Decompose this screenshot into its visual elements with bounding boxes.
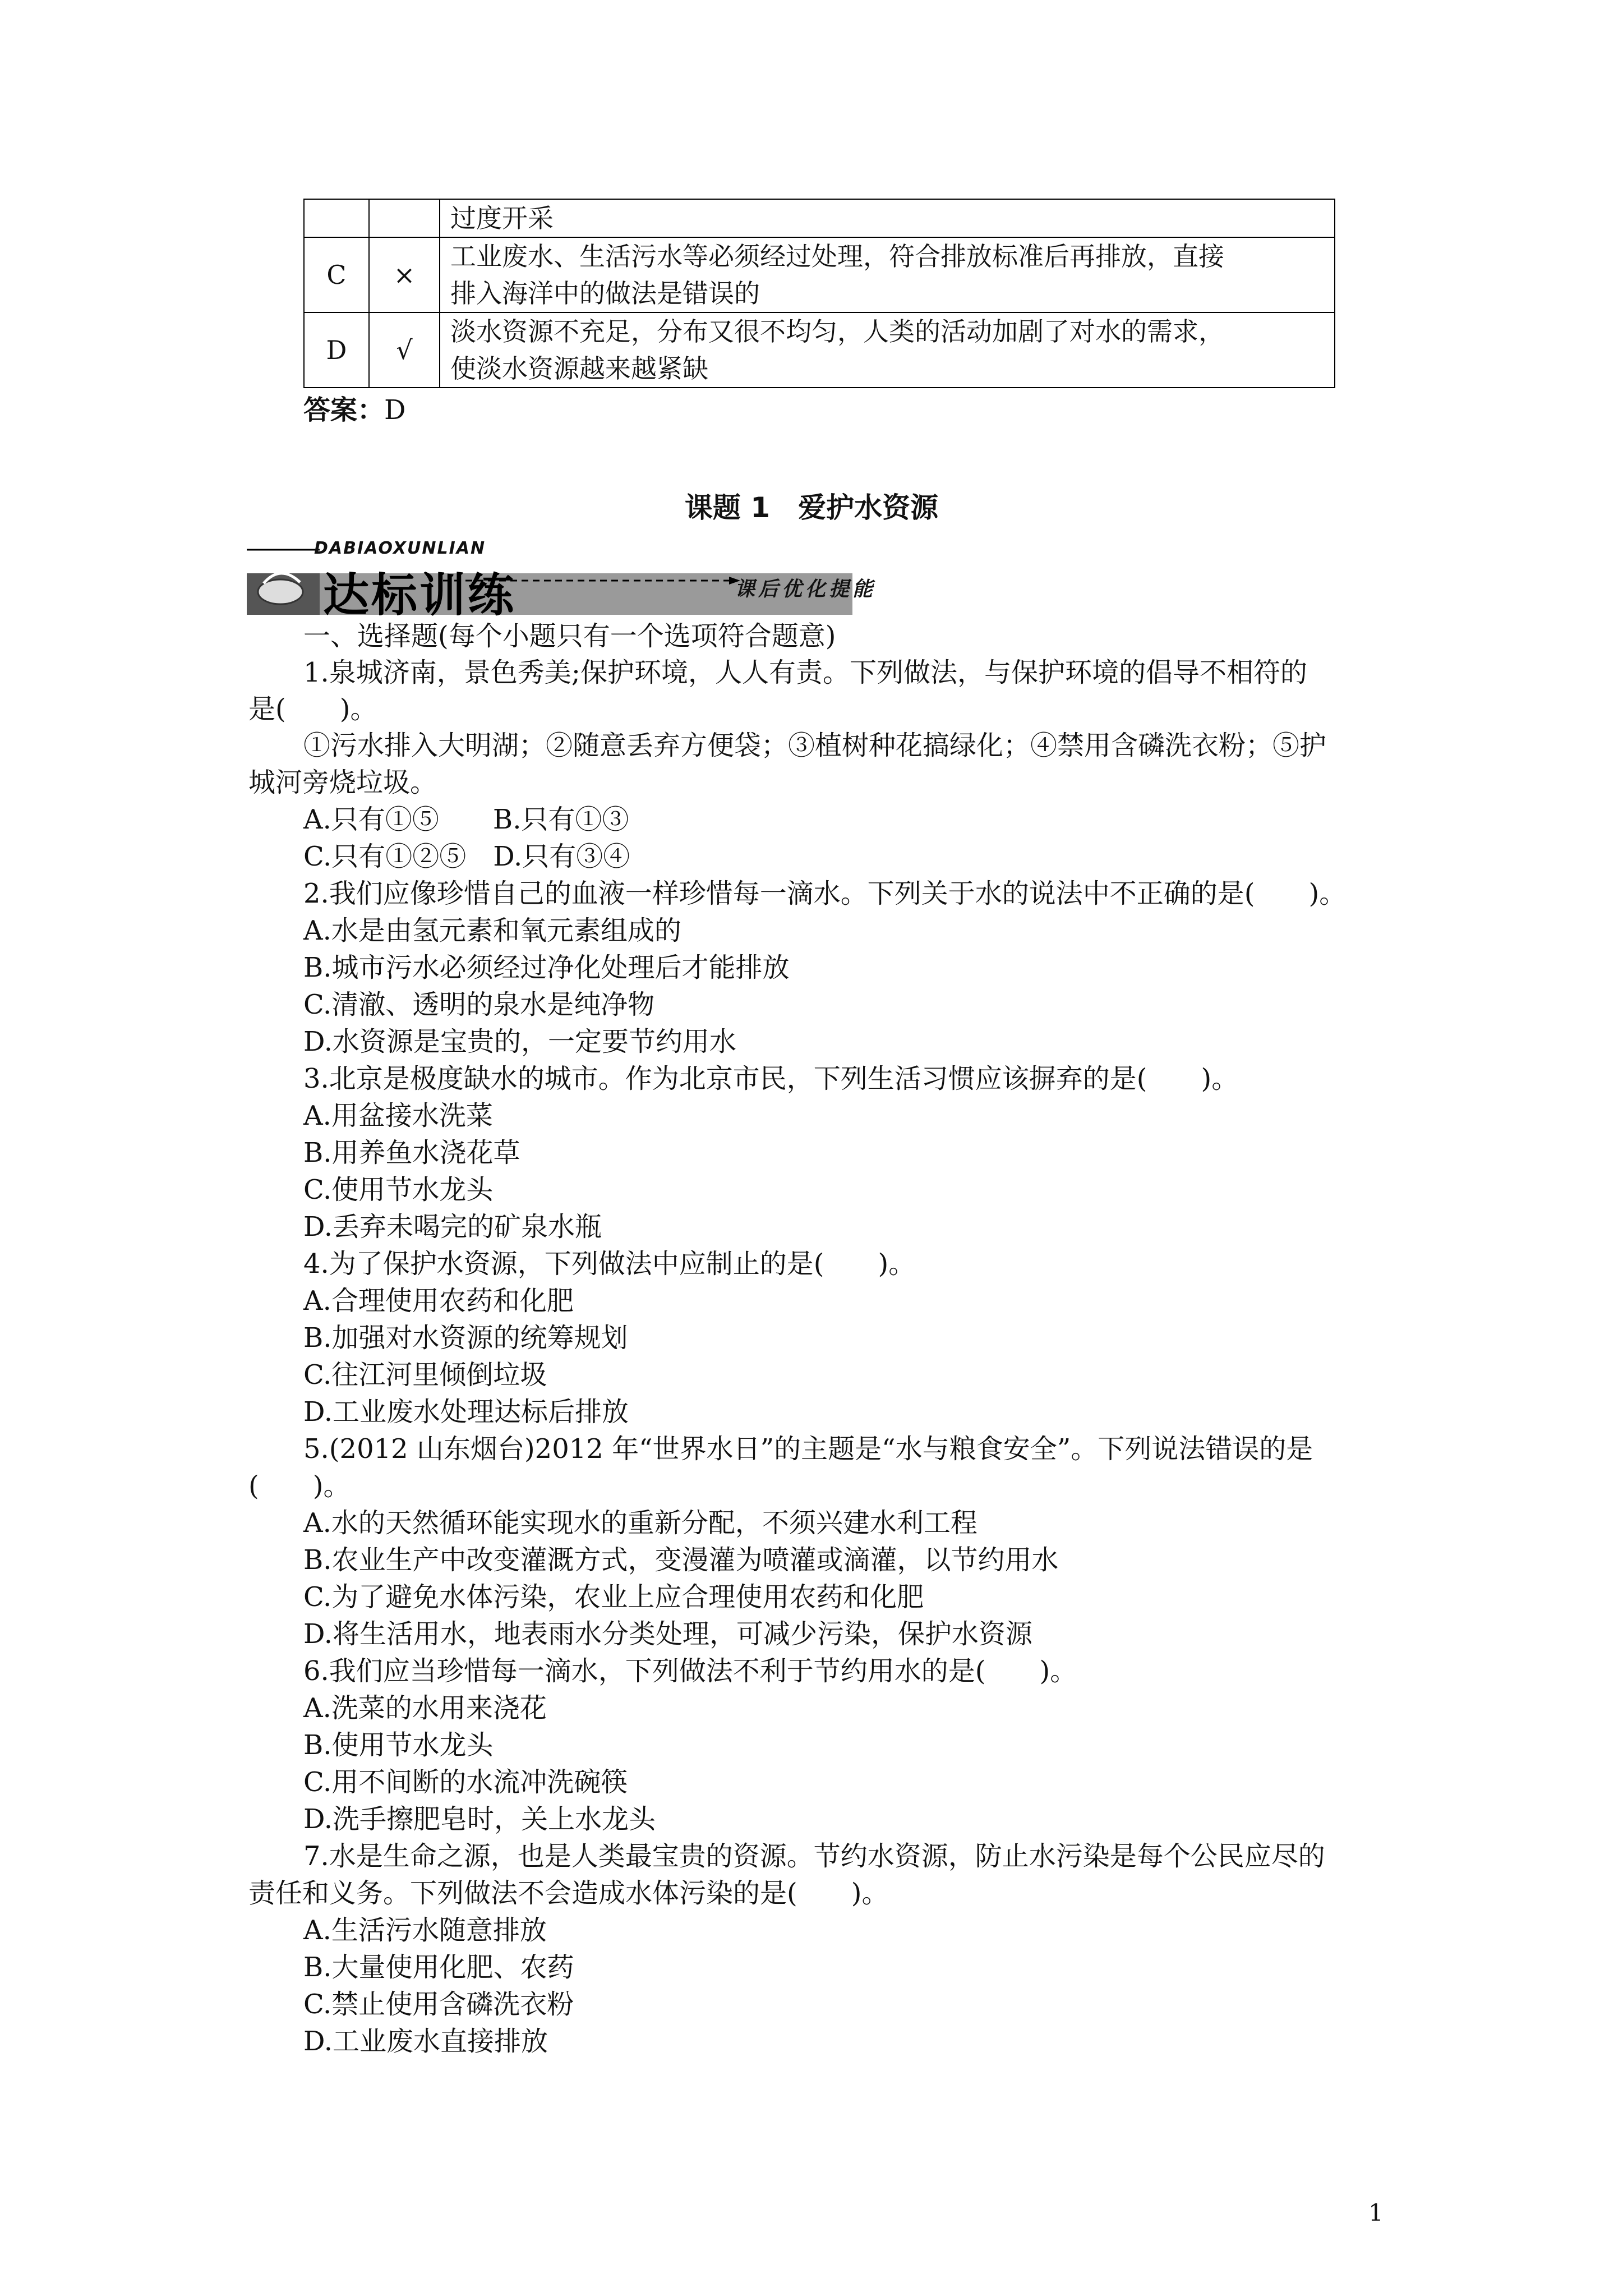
question-line: 5.(2012 山东烟台)2012 年“世界水日”的主题是“水与粮食安全”。下列说法错误的是	[303, 1433, 1313, 1465]
mark-cell	[369, 199, 440, 237]
question-line: C.使用节水龙头	[303, 1174, 494, 1205]
question-line: 2.我们应像珍惜自己的血液一样珍惜每一滴水。下列关于水的说法中不正确的是( )。	[303, 878, 1347, 909]
banner-title: 达标训练	[323, 569, 517, 622]
explanation-cell	[440, 199, 1335, 237]
previous-answer-table	[303, 199, 1335, 388]
question-line: 7.水是生命之源，也是人类最宝贵的资源。节约水资源，防止水污染是每个公民应尽的	[303, 1841, 1325, 1872]
question-line: C.为了避免水体污染，农业上应合理使用农药和化肥	[303, 1581, 924, 1613]
question-line: A.水的天然循环能实现水的重新分配，不须兴建水利工程	[303, 1507, 978, 1539]
question-line: A.合理使用农药和化肥	[303, 1285, 574, 1317]
table-row	[304, 199, 1335, 237]
explanation-line: 使淡水资源越来越紧缺	[450, 353, 708, 384]
question-line: A.洗菜的水用来浇花	[303, 1692, 547, 1724]
question-line: 城河旁烧垃圾。	[248, 767, 437, 798]
option-cell	[304, 199, 369, 237]
table-row	[304, 312, 1335, 388]
explanation-cell	[440, 237, 1335, 312]
table-row	[304, 237, 1335, 312]
question-line: ①污水排入大明湖；②随意丢弃方便袋；③植树种花搞绿化；④禁用含磷洗衣粉；⑤护	[303, 730, 1327, 761]
question-line: D.工业废水处理达标后排放	[303, 1396, 629, 1428]
explanation-line: 排入海洋中的做法是错误的	[450, 278, 760, 309]
question-line: A.用盆接水洗菜	[303, 1100, 493, 1131]
question-line: B.大量使用化肥、农药	[303, 1952, 574, 1983]
lesson-title: 课题 1 爱护水资源	[684, 491, 939, 524]
answer-label: 答案：	[303, 394, 385, 426]
question-line: A.生活污水随意排放	[303, 1915, 547, 1946]
question-line: 6.我们应当珍惜每一滴水，下列做法不利于节约用水的是( )。	[303, 1655, 1077, 1687]
question-line: B.农业生产中改变灌溉方式，变漫灌为喷灌或滴灌，以节约用水	[303, 1544, 1059, 1576]
question-line: 4.为了保护水资源，下列做法中应制止的是( )。	[303, 1248, 916, 1280]
question-line: C.清澈、透明的泉水是纯净物	[303, 989, 655, 1020]
explanation-cell	[440, 312, 1335, 388]
question-line: 3.北京是极度缺水的城市。作为北京市民，下列生活习惯应该摒弃的是( )。	[303, 1063, 1239, 1094]
question-line: 责任和义务。下列做法不会造成水体污染的是( )。	[248, 1878, 889, 1909]
answer-line	[303, 392, 406, 429]
question-line: D.工业废水直接排放	[303, 2026, 548, 2057]
question-line: D.洗手擦肥皂时，关上水龙头	[303, 1803, 656, 1835]
banner-tag: 课后优化提能	[735, 577, 877, 601]
question-line: C.禁止使用含磷洗衣粉	[303, 1989, 574, 2020]
question-line: B.加强对水资源的统筹规划	[303, 1322, 628, 1354]
option-cell: D	[304, 312, 369, 388]
question-line: B.用养鱼水浇花草	[303, 1137, 520, 1168]
page-number: 1	[1368, 2199, 1384, 2226]
question-line: D.水资源是宝贵的，一定要节约用水	[303, 1026, 737, 1057]
question-line: 1.泉城济南，景色秀美;保护环境，人人有责。下列做法，与保护环境的倡导不相符的	[303, 657, 1307, 688]
banner-subtitle: DABIAOXUNLIAN	[314, 539, 486, 558]
answer-value: D	[384, 394, 406, 426]
explanation-line: 淡水资源不充足，分布又很不均匀，人类的活动加剧了对水的需求，	[450, 316, 1224, 347]
question-line: A.只有①⑤ B.只有①③	[303, 804, 629, 835]
question-line: C.往江河里倾倒垃圾	[303, 1359, 547, 1391]
option-cell: C	[304, 237, 369, 312]
question-line: C.用不间断的水流冲洗碗筷	[303, 1766, 628, 1798]
question-line: B.使用节水龙头	[303, 1729, 494, 1761]
section-heading: 一、选择题(每个小题只有一个选项符合题意)	[303, 620, 836, 652]
mark-cell: √	[369, 312, 440, 388]
explanation-line: 工业废水、生活污水等必须经过处理，符合排放标准后再排放，直接	[450, 241, 1224, 272]
question-line: C.只有①②⑤ D.只有③④	[303, 841, 630, 872]
question-line: ( )。	[248, 1470, 351, 1502]
mark-cell: ×	[369, 237, 440, 312]
question-line: 是( )。	[248, 693, 377, 725]
question-line: D.丢弃未喝完的矿泉水瓶	[303, 1211, 602, 1243]
question-line: A.水是由氢元素和氧元素组成的	[303, 915, 681, 946]
question-line: D.将生活用水，地表雨水分类处理，可减少污染，保护水资源	[303, 1618, 1033, 1650]
explanation-line: 过度开采	[450, 203, 554, 233]
question-line: B.城市污水必须经过净化处理后才能排放	[303, 952, 790, 983]
